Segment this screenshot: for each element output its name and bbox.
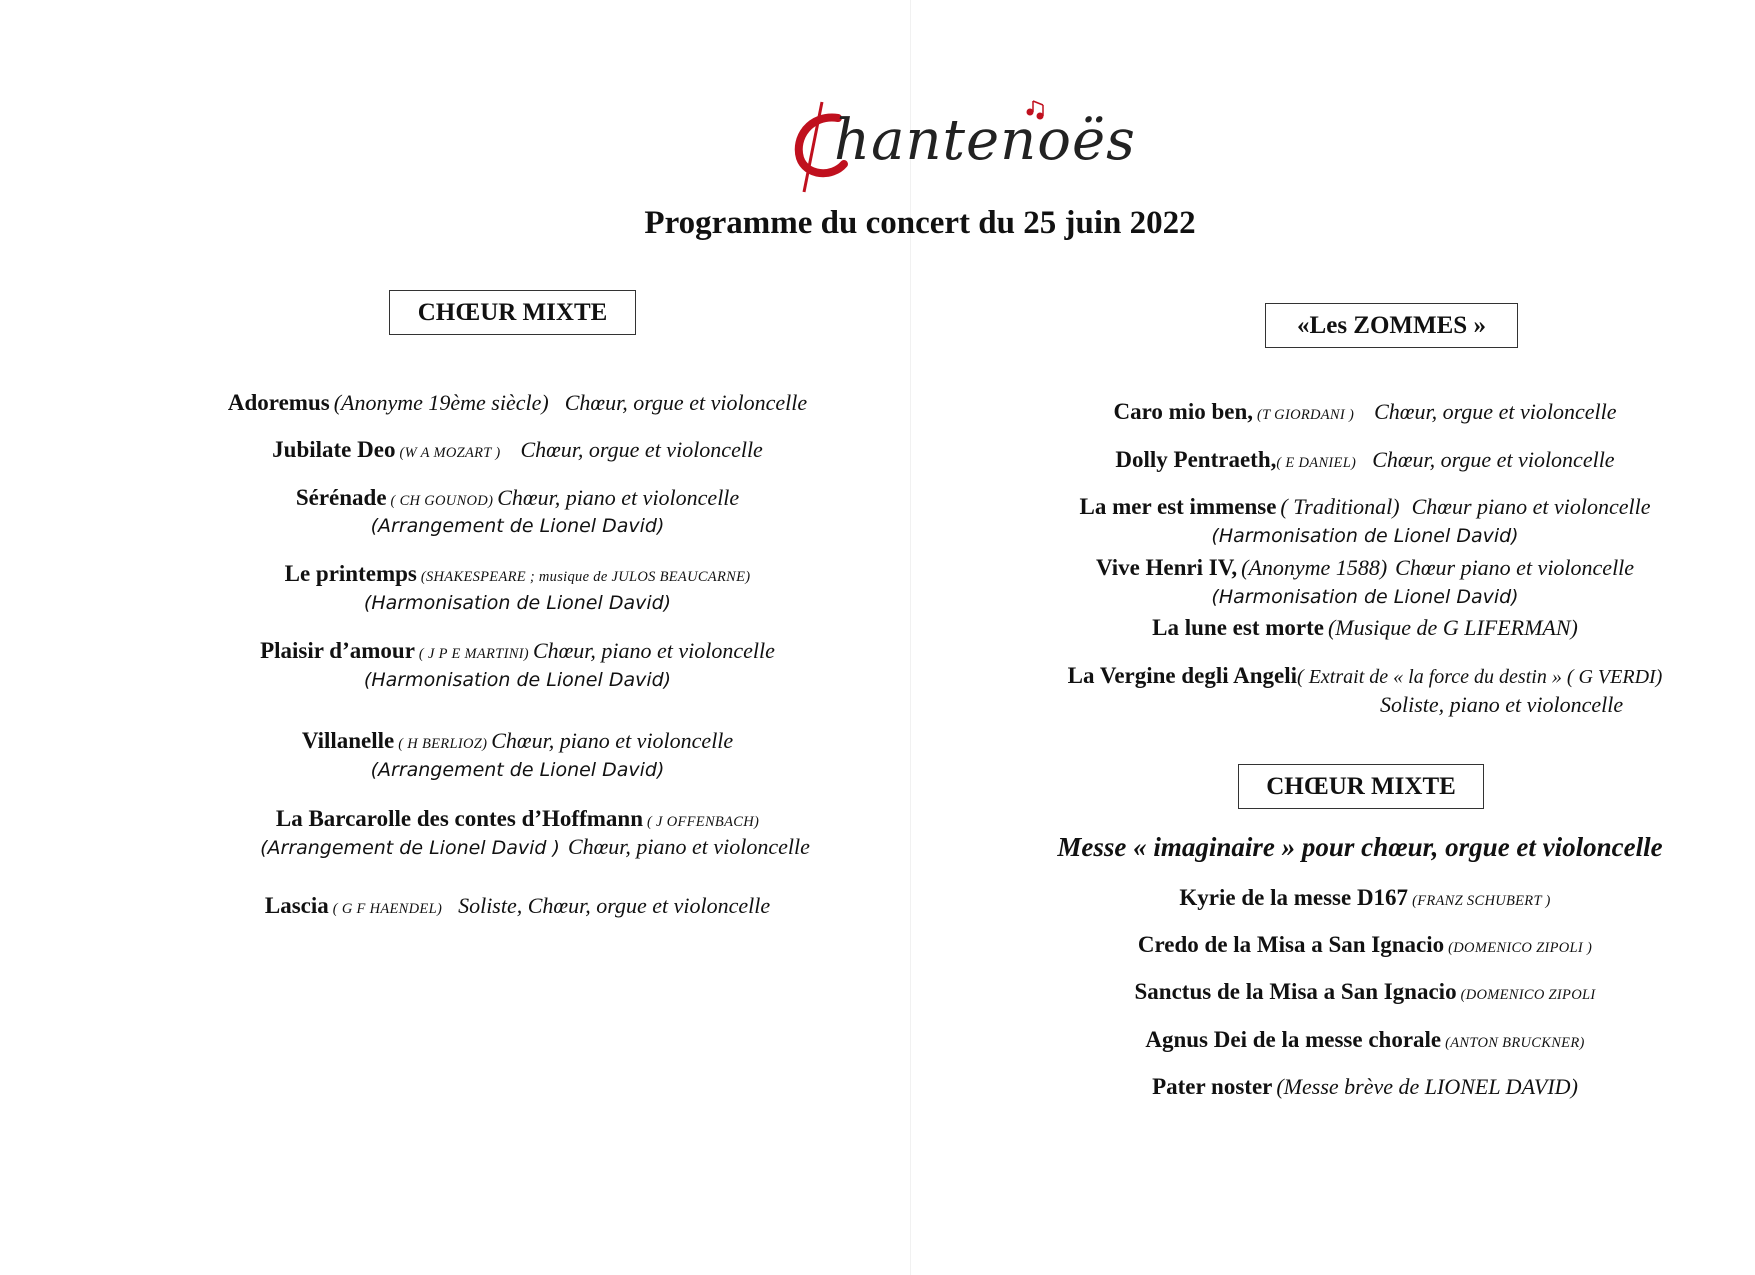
program-item: La Vergine degli Angeli( Extrait de « la force du destin » ( G VERDI)	[1067, 663, 1663, 688]
arrangement-note: (Arrangement de Lionel David ) Chœur, piano et violoncelle	[260, 834, 810, 859]
arrangement-note: (Arrangement de Lionel David)	[370, 759, 665, 781]
page-title: Programme du concert du 25 juin 2022	[644, 205, 1196, 241]
arrangement-note: (Arrangement de Lionel David)	[370, 515, 665, 537]
program-item: La Barcarolle des contes d’Hoffmann ( J OFFENBACH)	[275, 806, 760, 831]
program-item: Le printemps (SHAKESPEARE ; musique de JULOS BEAUCARNE)	[284, 561, 751, 586]
section-header-choeur-mixte: CHŒUR MIXTE	[389, 290, 636, 335]
messe-item: Pater noster (Messe brève de LIONEL DAVID)	[1152, 1074, 1578, 1099]
messe-title: Messe « imaginaire » pour chœur, orgue et violoncelle	[1057, 832, 1663, 862]
messe-item: Credo de la Misa a San Ignacio (DOMENICO ZIPOLI )	[1137, 932, 1593, 957]
program-item: Vive Henri IV, (Anonyme 1588) Chœur piano et violoncelle	[1095, 555, 1635, 580]
messe-item: Agnus Dei de la messe chorale (ANTON BRUCKNER)	[1145, 1027, 1585, 1052]
program-item: Dolly Pentraeth,( E DANIEL) Chœur, orgue et violoncelle	[1115, 447, 1615, 472]
section-header-choeur-mixte-2: CHŒUR MIXTE	[1238, 764, 1484, 809]
program-item: Plaisir d’amour ( J P E MARTINI) Chœur, piano et violoncelle	[260, 638, 775, 663]
arrangement-note: (Harmonisation de Lionel David)	[363, 669, 672, 691]
messe-item: Sanctus de la Misa a San Ignacio (DOMENICO ZIPOLI	[1134, 979, 1596, 1004]
arrangement-note: (Harmonisation de Lionel David)	[1211, 525, 1519, 547]
program-item: Villanelle ( H BERLIOZ) Chœur, piano et violoncelle	[301, 728, 734, 753]
program-item: La mer est immense ( Traditional) Chœur piano et violoncelle	[1079, 494, 1651, 519]
performer-note: Soliste, piano et violoncelle	[1380, 692, 1624, 717]
program-item: La lune est morte (Musique de G LIFERMAN)	[1152, 615, 1578, 640]
arrangement-note: (Harmonisation de Lionel David)	[1211, 586, 1519, 608]
chantenoes-logo	[790, 100, 1136, 195]
arrangement-note: (Harmonisation de Lionel David)	[363, 592, 672, 614]
section-header-les-zommes: «Les ZOMMES »	[1265, 303, 1518, 348]
program-item: Jubilate Deo (W A MOZART ) Chœur, orgue et violoncelle	[272, 437, 763, 462]
logo-wordmark: hantenoës	[834, 108, 1136, 173]
program-item: Caro mio ben, (T GIORDANI ) Chœur, orgue et violoncelle	[1113, 399, 1617, 424]
program-item: Sérénade ( CH GOUNOD) Chœur, piano et violoncelle	[295, 485, 740, 510]
program-item: Lascia ( G F HAENDEL) Soliste, Chœur, orgue et violoncelle	[264, 893, 771, 918]
messe-item: Kyrie de la messe D167 (FRANZ SCHUBERT )	[1179, 885, 1551, 910]
program-item: Adoremus (Anonyme 19ème siècle) Chœur, orgue et violoncelle	[227, 390, 808, 415]
